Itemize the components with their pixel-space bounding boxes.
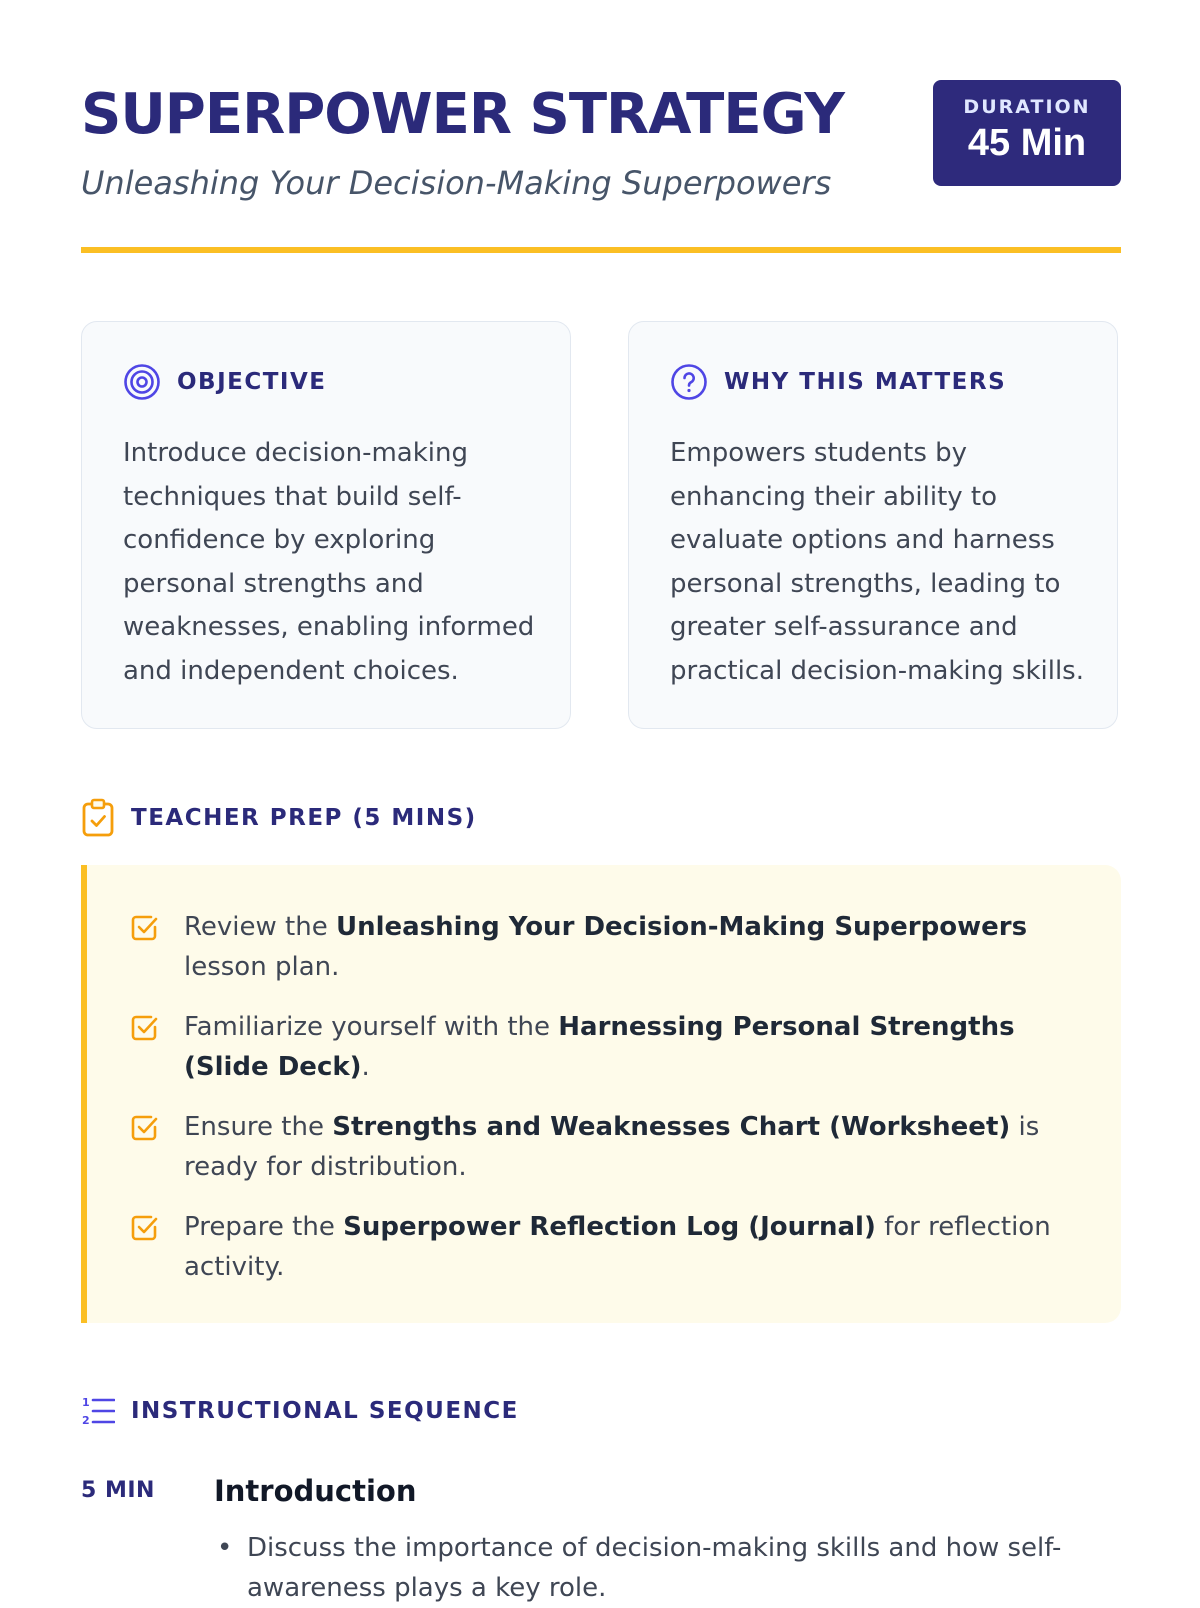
instructional-sequence-header [81,1389,519,1433]
prep-item [129,1007,1079,1087]
duration-badge [933,80,1121,186]
prep-item-text-post: for reflection activity. [184,1212,1051,1282]
svg-text:2: 2 [82,1414,90,1427]
teacher-prep-box [81,865,1121,1323]
numbered-list-icon [81,1394,115,1428]
teacher-prep-title: TEACHER PREP (5 MINS) [131,805,477,831]
prep-item-text [184,1207,1079,1287]
objective-card [81,321,571,729]
prep-item-text [184,1007,1079,1087]
svg-text:1: 1 [82,1396,90,1409]
teacher-prep-header [81,796,477,840]
duration-value: 45 Min [967,122,1087,164]
lesson-header [81,80,1121,252]
instructional-sequence-title: INSTRUCTIONAL SEQUENCE [131,1398,519,1424]
why-text: Empowers students by enhancing their ability to evaluate options and harness personal strengths, leading to greater self-assurance and practical decision-making skills. [670,438,1084,686]
why-title: WHY THIS MATTERS [724,369,1007,395]
prep-item-text-pre: Review the [184,912,336,942]
objective-header [123,362,327,402]
prep-item-text-post: . [361,1052,370,1082]
target-icon [123,363,161,401]
prep-item [129,907,1079,987]
prep-item-text-pre: Prepare the [184,1212,344,1242]
prep-item [129,1107,1079,1187]
page-title: SUPERPOWER STRATEGY [81,82,844,147]
prep-item-resource: Unleashing Your Decision-Making Superpowers [335,912,1028,942]
duration-label: DURATION [963,96,1091,118]
prep-item-text-post: is ready for distribution. [184,1112,1040,1182]
objective-title: OBJECTIVE [177,369,327,395]
checkbox-checked-icon [129,1113,159,1143]
page-subtitle: Unleashing Your Decision-Making Superpowers [81,164,832,202]
prep-item-text [184,907,1079,987]
step-duration: 5 MIN [81,1478,155,1503]
question-circle-icon [670,363,708,401]
prep-item-resource: Harnessing Personal Strengths (Slide Deck) [184,1012,1015,1082]
prep-item [129,1207,1079,1287]
objective-text: Introduce decision-making techniques that build self-confidence by exploring personal strengths and weaknesses, enabling informed and independent choices. [123,438,535,686]
checkbox-checked-icon [129,1013,159,1043]
prep-item-resource: Strengths and Weaknesses Chart (Worksheet) [332,1112,1011,1142]
prep-item-text-pre: Ensure the [184,1112,333,1142]
clipboard-check-icon [81,798,115,838]
prep-item-text-pre: Familiarize yourself with the [184,1012,559,1042]
step-bullet: • Discuss the importance of decision-making skills and how self-awareness plays a key role. [214,1528,1114,1608]
why-header [670,362,1006,402]
prep-item-resource: Superpower Reflection Log (Journal) [343,1212,876,1242]
step-bullets [214,1528,1114,1608]
prep-item-text [184,1107,1079,1187]
step-title: Introduction [214,1474,417,1508]
header-divider [81,247,1121,253]
prep-item-text-post: lesson plan. [184,952,340,982]
checkbox-checked-icon [129,1213,159,1243]
checkbox-checked-icon [129,913,159,943]
why-this-matters-card [628,321,1118,729]
